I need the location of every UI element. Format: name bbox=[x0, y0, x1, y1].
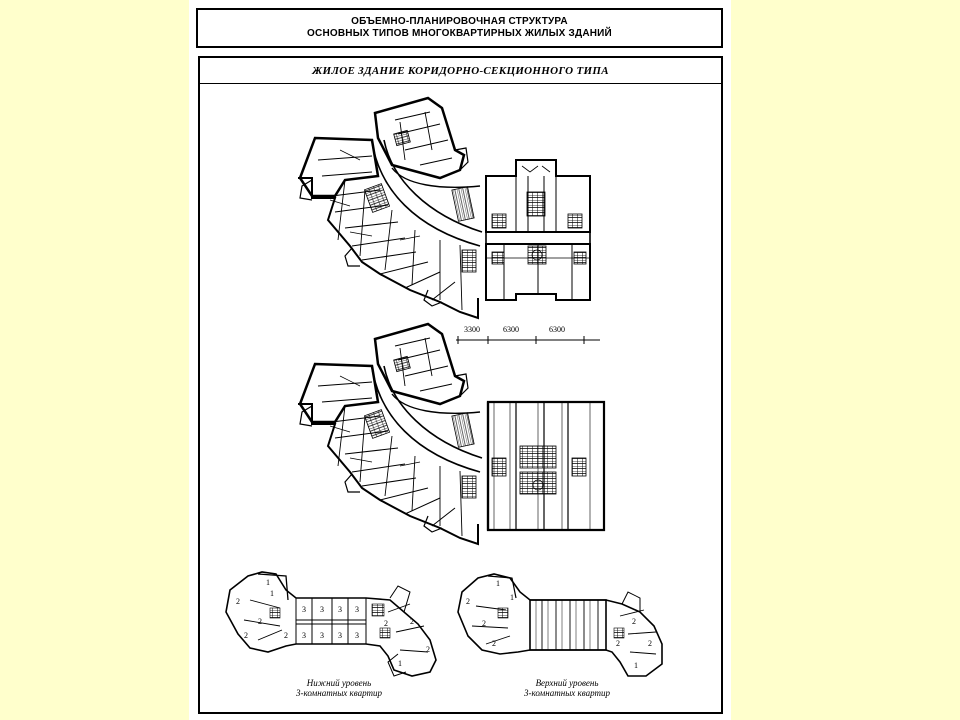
sheet-title-line-1: ОБЪЕМНО-ПЛАНИРОВОЧНАЯ СТРУКТУРА bbox=[351, 16, 568, 27]
room-number: 3 bbox=[355, 631, 359, 640]
caption-upper-level-line-2: 3-комнатных квартир bbox=[524, 688, 610, 698]
room-number: 1 bbox=[496, 579, 500, 588]
sheet-title-line-2: ОСНОВНЫХ ТИПОВ МНОГОКВАРТИРНЫХ ЖИЛЫХ ЗДАНИЙ bbox=[307, 28, 612, 39]
room-number: 2 bbox=[426, 645, 430, 654]
plan-lower-left bbox=[226, 572, 436, 676]
room-number: 3 bbox=[355, 605, 359, 614]
dimension-label: 6300 bbox=[549, 325, 565, 334]
room-number: 2 bbox=[492, 639, 496, 648]
room-number: 3 bbox=[302, 631, 306, 640]
dimension-label: 3300 bbox=[464, 325, 480, 334]
room-number: 2 bbox=[384, 619, 388, 628]
room-number: 3 bbox=[338, 605, 342, 614]
plan-top bbox=[298, 98, 600, 344]
room-number: 2 bbox=[284, 631, 288, 640]
room-number: 2 bbox=[258, 617, 262, 626]
room-number: 1 bbox=[266, 578, 270, 587]
room-number: 1 bbox=[398, 659, 402, 668]
caption-lower-level-line-1: Нижний уровень bbox=[306, 678, 372, 688]
room-number: 2 bbox=[236, 597, 240, 606]
caption-upper-level bbox=[492, 678, 642, 698]
caption-upper-level-line-1: Верхний уровень bbox=[535, 678, 599, 688]
room-number: 2 bbox=[616, 639, 620, 648]
panel-subtitle: ЖИЛОЕ ЗДАНИЕ КОРИДОРНО-СЕКЦИОННОГО ТИПА bbox=[200, 58, 721, 84]
caption-lower-level-line-2: 3-комнатных квартир bbox=[296, 688, 382, 698]
room-number: 3 bbox=[320, 631, 324, 640]
caption-lower-level bbox=[264, 678, 414, 698]
room-number: 3 bbox=[338, 631, 342, 640]
room-number: 2 bbox=[632, 617, 636, 626]
room-number: 1 bbox=[270, 589, 274, 598]
room-number: 2 bbox=[466, 597, 470, 606]
room-number: 3 bbox=[320, 605, 324, 614]
room-number: 2 bbox=[410, 617, 414, 626]
plan-lower-right bbox=[458, 574, 662, 676]
room-number: 1 bbox=[510, 593, 514, 602]
room-number: 2 bbox=[244, 631, 248, 640]
room-number: 1 bbox=[634, 661, 638, 670]
dimension-label: 6300 bbox=[503, 325, 519, 334]
room-number: 2 bbox=[648, 639, 652, 648]
room-number: 3 bbox=[302, 605, 306, 614]
plan-middle bbox=[298, 324, 604, 544]
room-number: 2 bbox=[482, 619, 486, 628]
